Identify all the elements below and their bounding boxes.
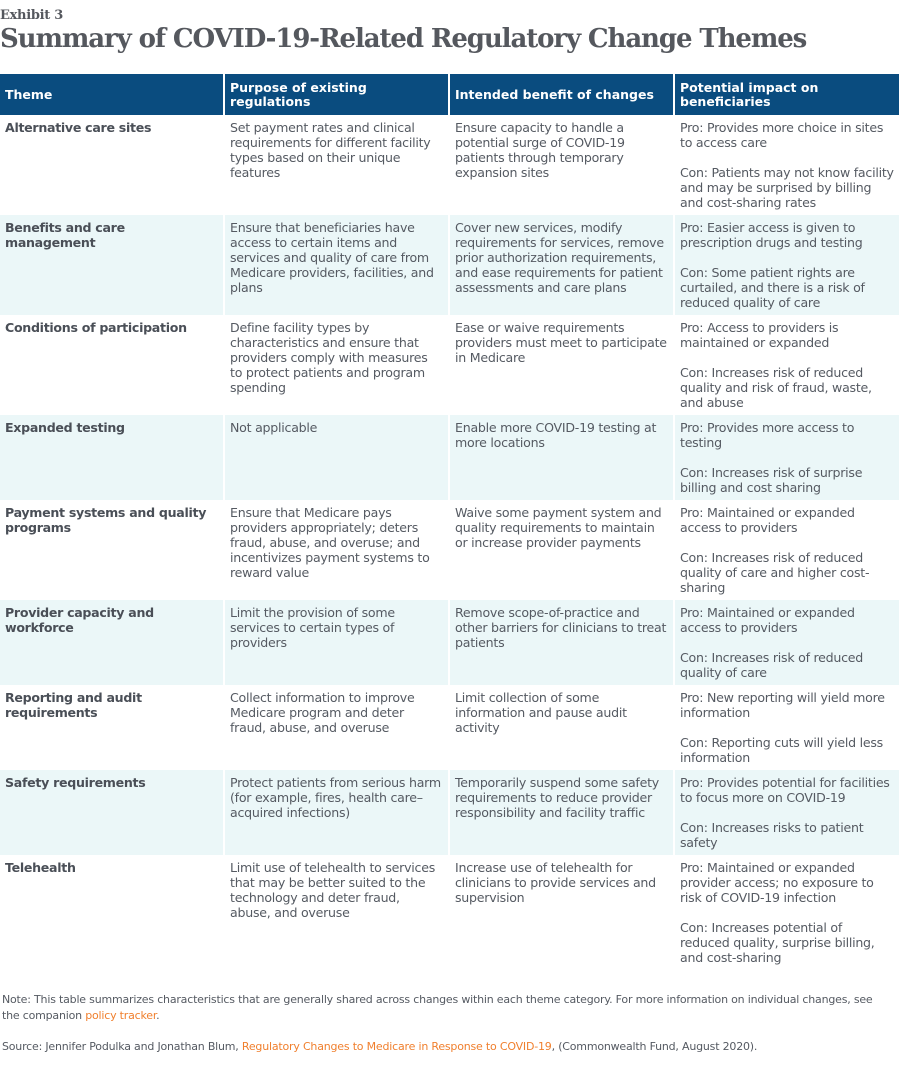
policy-tracker-link[interactable]: policy tracker: [85, 1008, 157, 1022]
header-impact: Potential impact on beneficiaries: [674, 74, 899, 115]
cell-purpose: Collect information to improve Medicare program and deter fraud, abuse, and overuse: [224, 685, 449, 770]
cell-purpose: Ensure that Medicare pays providers appropriately; deters fraud, abuse, and overuse; and incentivizes payment systems to reward value: [224, 500, 449, 600]
impact-pro: Pro: Maintained or expanded provider access; no exposure to risk of COVID-19 infection: [680, 860, 874, 905]
cell-theme: Conditions of participation: [0, 315, 224, 415]
cell-impact: [674, 115, 899, 215]
impact-pro: Pro: Easier access is given to prescription drugs and testing: [680, 220, 863, 250]
cell-impact: [674, 855, 899, 970]
cell-benefit: Limit collection of some information and pause audit activity: [449, 685, 674, 770]
impact-con: Con: Increases risk of reduced quality of care: [680, 650, 864, 680]
header-theme: Theme: [0, 74, 224, 115]
impact-con: Con: Some patient rights are curtailed, and there is a risk of reduced quality of care: [680, 265, 865, 310]
cell-theme: Safety requirements: [0, 770, 224, 855]
cell-purpose: Not applicable: [224, 415, 449, 500]
cell-purpose: Set payment rates and clinical requirements for different facility types based on their unique features: [224, 115, 449, 215]
table-row: [0, 500, 899, 600]
cell-impact: [674, 685, 899, 770]
table-note: [2, 992, 882, 1023]
cell-purpose: Define facility types by characteristics and ensure that providers comply with measures to protect patients and program spending: [224, 315, 449, 415]
impact-con: Con: Increases risk of surprise billing and cost sharing: [680, 465, 863, 495]
table-row: [0, 415, 899, 500]
cell-impact: [674, 315, 899, 415]
table-row: [0, 215, 899, 315]
table-row: [0, 770, 899, 855]
table-header-row: [0, 74, 899, 115]
source-text: Source: Jennifer Podulka and Jonathan Blum,: [2, 1040, 242, 1053]
note-text: Note: This table summarizes characteristics that are generally shared across changes within each theme category. For more information on individual changes, see the companion: [2, 993, 873, 1022]
cell-impact: [674, 500, 899, 600]
cell-purpose: Limit the provision of some services to certain types of providers: [224, 600, 449, 685]
impact-pro: Pro: Access to providers is maintained or expanded: [680, 320, 839, 350]
cell-theme: Telehealth: [0, 855, 224, 970]
table-row: [0, 315, 899, 415]
cell-theme: Reporting and audit requirements: [0, 685, 224, 770]
note-text-end: .: [156, 1008, 160, 1022]
impact-pro: Pro: Maintained or expanded access to providers: [680, 505, 855, 535]
cell-purpose: Limit use of telehealth to services that may be better suited to the technology and deter fraud, abuse, and overuse: [224, 855, 449, 970]
impact-pro: Pro: Maintained or expanded access to providers: [680, 605, 855, 635]
cell-purpose: Ensure that beneficiaries have access to certain items and services and quality of care from Medicare providers, facilities, and plans: [224, 215, 449, 315]
cell-theme: Benefits and care management: [0, 215, 224, 315]
source-citation: [2, 1039, 757, 1054]
report-link[interactable]: Regulatory Changes to Medicare in Response to COVID-19: [241, 1040, 552, 1053]
header-purpose: Purpose of existing regulations: [224, 74, 449, 115]
impact-pro: Pro: New reporting will yield more information: [680, 690, 885, 720]
impact-con: Con: Increases risk of reduced quality of care and higher cost-sharing: [680, 550, 870, 595]
cell-benefit: Enable more COVID-19 testing at more locations: [449, 415, 674, 500]
cell-benefit: Temporarily suspend some safety requirements to reduce provider responsibility and facility traffic: [449, 770, 674, 855]
page-title: Summary of COVID-19-Related Regulatory Change Themes: [0, 24, 807, 54]
cell-benefit: Waive some payment system and quality requirements to maintain or increase provider payments: [449, 500, 674, 600]
impact-con: Con: Increases risks to patient safety: [680, 820, 864, 850]
header-benefit: Intended benefit of changes: [449, 74, 674, 115]
impact-con: Con: Increases risk of reduced quality and risk of fraud, waste, and abuse: [680, 365, 872, 410]
impact-pro: Pro: Provides potential for facilities to focus more on COVID-19: [680, 775, 890, 805]
cell-impact: [674, 600, 899, 685]
cell-benefit: Cover new services, modify requirements for services, remove prior authorization requirements, and ease requirements for patient assessments and care plans: [449, 215, 674, 315]
cell-impact: [674, 770, 899, 855]
cell-benefit: Increase use of telehealth for clinicians to provide services and supervision: [449, 855, 674, 970]
impact-con: Con: Reporting cuts will yield less information: [680, 735, 883, 765]
table-row: [0, 115, 899, 215]
cell-impact: [674, 215, 899, 315]
table-row: [0, 685, 899, 770]
table-row: [0, 600, 899, 685]
cell-theme: Payment systems and quality programs: [0, 500, 224, 600]
impact-pro: Pro: Provides more choice in sites to access care: [680, 120, 884, 150]
impact-con: Con: Patients may not know facility and may be surprised by billing and cost-sharing rates: [680, 165, 894, 210]
table-row: [0, 855, 899, 970]
impact-pro: Pro: Provides more access to testing: [680, 420, 855, 450]
cell-benefit: Ease or waive requirements providers must meet to participate in Medicare: [449, 315, 674, 415]
cell-purpose: Protect patients from serious harm (for example, fires, health care–acquired infections): [224, 770, 449, 855]
cell-impact: [674, 415, 899, 500]
source-text-end: , (Commonwealth Fund, August 2020).: [551, 1040, 758, 1053]
impact-con: Con: Increases potential of reduced quality, surprise billing, and cost-sharing: [680, 920, 875, 965]
exhibit-label: Exhibit 3: [0, 8, 63, 23]
cell-theme: Expanded testing: [0, 415, 224, 500]
cell-benefit: Remove scope-of-practice and other barriers for clinicians to treat patients: [449, 600, 674, 685]
cell-theme: Alternative care sites: [0, 115, 224, 215]
regulatory-themes-table: [0, 74, 899, 970]
cell-theme: Provider capacity and workforce: [0, 600, 224, 685]
cell-benefit: Ensure capacity to handle a potential surge of COVID-19 patients through temporary expansion sites: [449, 115, 674, 215]
